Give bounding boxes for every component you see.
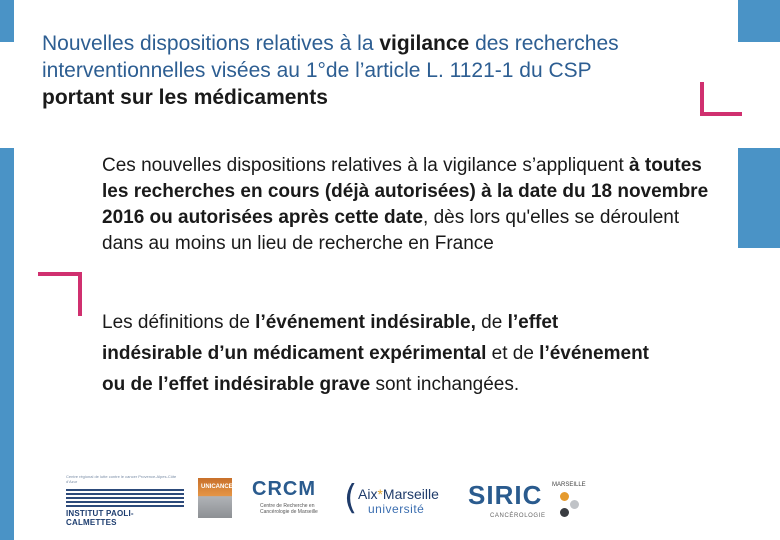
right-blue-bar-top: [738, 0, 780, 42]
partner-logos: [64, 474, 590, 540]
paragraph2-b1: l’événement indésirable,: [255, 312, 476, 333]
institut-paoli-calmettes-logo: [66, 474, 184, 527]
slide-title: [42, 30, 722, 111]
ipc-caption: Centre régional de lutte contre le cancer Provence-Alpes-Côte d'Azur: [66, 474, 177, 484]
right-blue-bar-bottom: [738, 148, 780, 248]
paragraph2-t3: et de: [486, 343, 540, 364]
amu-parenthesis-icon: (: [344, 478, 358, 518]
aix-marseille-universite-logo: [344, 480, 456, 522]
paragraph-scope: [102, 153, 722, 257]
ipc-name: INSTITUT PAOLI-CALMETTES: [66, 509, 134, 527]
siric-molecule-icon: [560, 492, 569, 501]
siric-molecule-icon: [560, 508, 569, 517]
pink-corner-mark-left: [38, 272, 82, 316]
paragraph2-t4: sont inchangées.: [370, 374, 520, 395]
paragraph1-text1: Ces nouvelles dispositions relatives à la vigilance s’appliquent: [102, 155, 624, 176]
title-line1-bold: vigilance: [379, 32, 470, 55]
paragraph1-text2: , dès lors qu'elles se déroulent dans au moins un lieu de recherche en France: [102, 207, 680, 254]
title-line1-suffix: des recherches: [469, 32, 619, 55]
siric-molecule-icon: [570, 500, 579, 509]
paragraph2-t2: de: [475, 312, 508, 333]
siric-city: MARSEILLE: [552, 482, 586, 488]
siric-logo: [468, 480, 592, 530]
siric-subtitle: CANCÉROLOGIE: [490, 513, 546, 519]
ipc-stripes-icon: [66, 489, 184, 507]
amu-star-icon: *: [377, 486, 383, 502]
paragraph2-t1: Les définitions de: [102, 312, 256, 333]
title-line2: interventionnelles visées au 1°de l’article L. 1121-1 du CSP: [42, 59, 592, 82]
title-line1-prefix: Nouvelles dispositions relatives à la: [42, 32, 380, 55]
paragraph2-b3: l’événement ou de l’effet indésirable grave: [102, 343, 649, 395]
crcm-subtitle: Centre de Recherche en Cancérologie de Marseille: [260, 503, 318, 515]
unicancer-logo: [198, 478, 237, 518]
title-line3: portant sur les médicaments: [42, 86, 328, 109]
pink-corner-mark-top-right: [700, 82, 742, 116]
siric-name: SIRIC: [468, 480, 543, 510]
paragraph-definitions: [102, 307, 662, 400]
crcm-name: CRCM: [252, 478, 316, 500]
amu-line2: université: [368, 502, 425, 516]
unicancer-label: UNICANCER: [201, 484, 237, 490]
left-blue-bar-top: [0, 0, 14, 42]
paragraph1-bold: à toutes les recherches en cours (déjà autorisées) à la date du 18 novembre 2016 ou autorisées après cette date: [102, 155, 709, 228]
left-blue-bar-bottom: [0, 148, 14, 540]
crcm-logo: [252, 478, 324, 528]
paragraph2-b2: l’effet indésirable d’un médicament expérimental: [102, 312, 559, 364]
amu-line1: Aix*Marseille: [358, 486, 439, 502]
